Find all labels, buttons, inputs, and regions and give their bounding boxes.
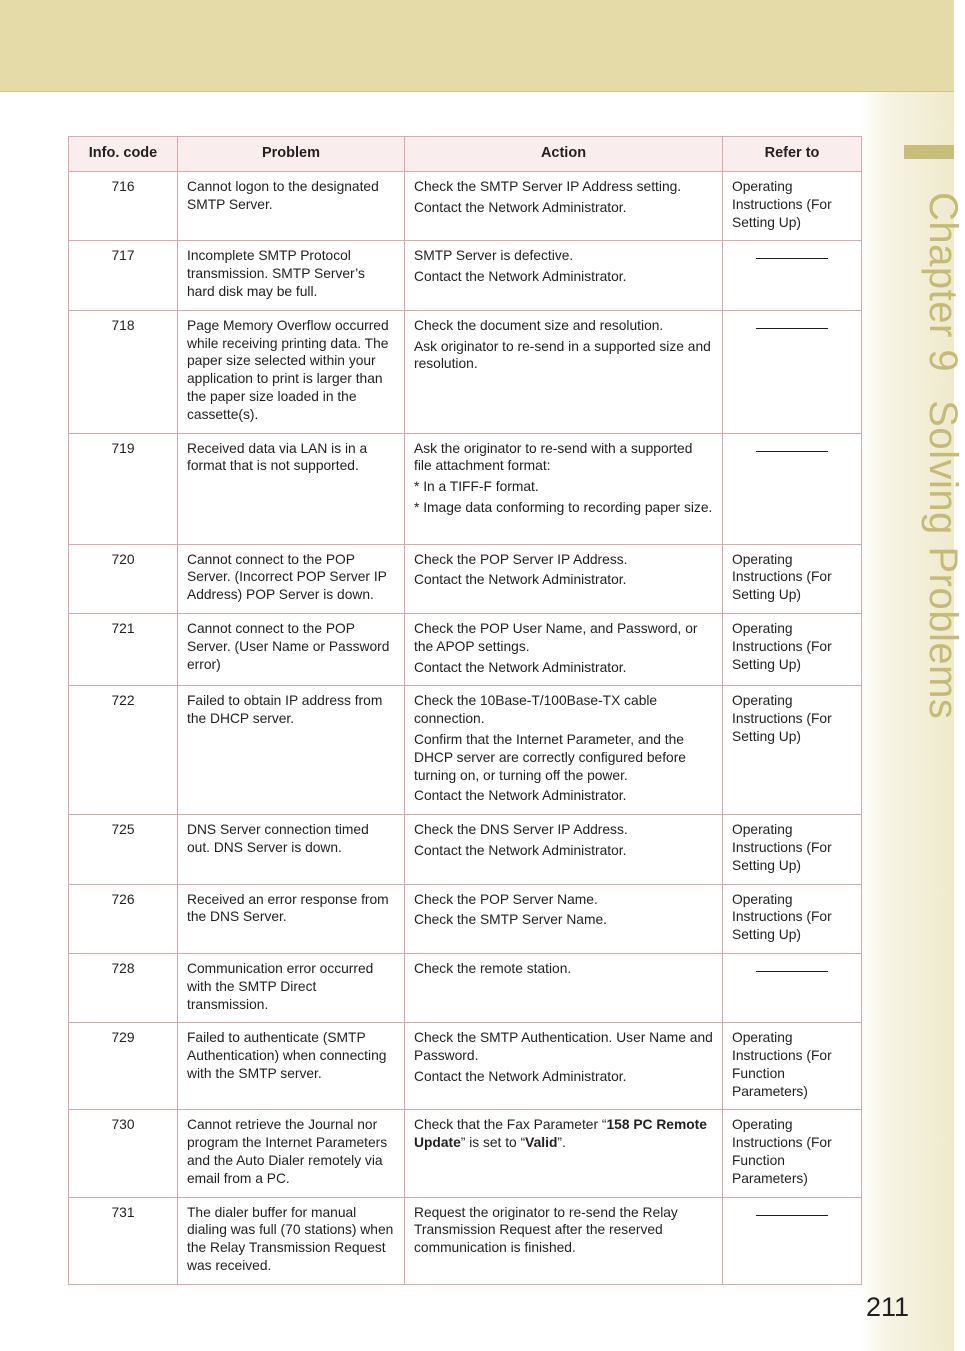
action-cell	[405, 884, 723, 953]
action-line: Contact the Network Administrator.	[414, 842, 627, 858]
refer-to-cell: Operating Instructions (For Setting Up)	[723, 686, 862, 815]
table-row	[69, 241, 862, 310]
chapter-marker-bar	[904, 145, 954, 159]
info-code-cell: 728	[69, 953, 178, 1022]
action-line: Check the 10Base-T/100Base-TX cable connection.	[414, 693, 658, 727]
info-code-cell: 718	[69, 310, 178, 433]
problem-cell: Cannot connect to the POP Server. (User Name or Password error)	[178, 613, 405, 685]
action-line: * Image data conforming to recording paper size.	[414, 499, 713, 515]
info-code-cell: 719	[69, 433, 178, 544]
table-row	[69, 1023, 862, 1110]
action-line: Contact the Network Administrator.	[414, 1068, 627, 1084]
action-line: * In a TIFF-F format.	[414, 479, 539, 495]
problem-cell: Cannot retrieve the Journal nor program the Internet Parameters and the Auto Dialer remotely via email from a PC.	[178, 1110, 405, 1197]
action-cell	[405, 613, 723, 685]
action-cell	[405, 241, 723, 310]
no-reference-line	[756, 258, 828, 259]
no-reference-line	[756, 1215, 828, 1216]
info-code-cell: 729	[69, 1023, 178, 1110]
action-line: Ask the originator to re-send with a supported file attachment format:	[414, 440, 693, 474]
action-emphasis: 158 PC Remote Update	[414, 1117, 707, 1151]
action-line: Ask originator to re-send in a supported size and resolution.	[414, 338, 711, 372]
action-line: Check the POP Server IP Address.	[414, 551, 628, 567]
header-problem: Problem	[178, 137, 405, 172]
header-action: Action	[405, 137, 723, 172]
table-row	[69, 686, 862, 815]
action-line: Check the POP Server Name.	[414, 891, 598, 907]
problem-cell: Page Memory Overflow occurred while receiving printing data. The paper size selected within your application to print is larger than the paper size loaded in the cassette(s).	[178, 310, 405, 433]
table-row	[69, 433, 862, 544]
refer-to-cell: Operating Instructions (For Setting Up)	[723, 544, 862, 613]
action-cell	[405, 1023, 723, 1110]
action-line: Confirm that the Internet Parameter, and the DHCP server are correctly configured before turning on, or turning off the power.	[414, 731, 686, 783]
action-cell	[405, 433, 723, 544]
action-cell	[405, 172, 723, 241]
refer-to-cell	[723, 953, 862, 1022]
action-line: Check the POP User Name, and Password, or the APOP settings.	[414, 620, 698, 654]
no-reference-line	[756, 451, 828, 452]
action-cell	[405, 310, 723, 433]
refer-to-cell: Operating Instructions (For Function Parameters)	[723, 1023, 862, 1110]
table-row	[69, 884, 862, 953]
refer-to-cell: Operating Instructions (For Setting Up)	[723, 613, 862, 685]
header-band	[0, 0, 954, 92]
action-line	[414, 1116, 713, 1152]
info-code-cell: 716	[69, 172, 178, 241]
info-code-cell: 720	[69, 544, 178, 613]
refer-to-cell: Operating Instructions (For Function Parameters)	[723, 1110, 862, 1197]
action-emphasis: Valid	[525, 1135, 558, 1151]
action-text: Check that the Fax Parameter “	[414, 1117, 607, 1133]
chapter-heading	[920, 192, 965, 719]
no-reference-line	[756, 328, 828, 329]
action-line: Request the originator to re-send the Relay Transmission Request after the reserved communication is finished.	[414, 1204, 678, 1256]
action-text: ”.	[557, 1135, 566, 1151]
info-code-cell: 726	[69, 884, 178, 953]
header-refer-to: Refer to	[723, 137, 862, 172]
info-code-cell: 730	[69, 1110, 178, 1197]
refer-to-cell	[723, 1197, 862, 1284]
action-line: Check the remote station.	[414, 960, 572, 976]
action-cell	[405, 544, 723, 613]
action-line: Contact the Network Administrator.	[414, 788, 627, 804]
action-line: Contact the Network Administrator.	[414, 572, 627, 588]
table-row	[69, 1110, 862, 1197]
action-line: Contact the Network Administrator.	[414, 199, 627, 215]
table-row	[69, 613, 862, 685]
problem-cell: The dialer buffer for manual dialing was full (70 stations) when the Relay Transmission Request was received.	[178, 1197, 405, 1284]
problem-cell: Communication error occurred with the SMTP Direct transmission.	[178, 953, 405, 1022]
info-code-cell: 731	[69, 1197, 178, 1284]
action-cell	[405, 1197, 723, 1284]
table-header-row	[69, 137, 862, 172]
table-row	[69, 544, 862, 613]
action-cell	[405, 953, 723, 1022]
refer-to-cell	[723, 433, 862, 544]
info-code-cell: 725	[69, 815, 178, 884]
problem-cell: Received an error response from the DNS Server.	[178, 884, 405, 953]
action-line: Check the DNS Server IP Address.	[414, 822, 628, 838]
problem-cell: Incomplete SMTP Protocol transmission. SMTP Server’s hard disk may be full.	[178, 241, 405, 310]
chapter-title-text: Solving Problems	[921, 400, 965, 720]
page-number: 211	[866, 1292, 910, 1322]
action-line: Check the SMTP Authentication. User Name and Password.	[414, 1030, 713, 1064]
action-line: Check the SMTP Server Name.	[414, 912, 607, 928]
refer-to-cell: Operating Instructions (For Setting Up)	[723, 815, 862, 884]
chapter-label: Chapter 9	[921, 192, 965, 373]
action-line: Check the document size and resolution.	[414, 317, 664, 333]
table-row	[69, 1197, 862, 1284]
action-line: Contact the Network Administrator.	[414, 659, 627, 675]
action-cell	[405, 1110, 723, 1197]
table-row	[69, 172, 862, 241]
problem-cell: Cannot connect to the POP Server. (Incorrect POP Server IP Address) POP Server is down.	[178, 544, 405, 613]
refer-to-cell: Operating Instructions (For Setting Up)	[723, 884, 862, 953]
action-line: SMTP Server is defective.	[414, 248, 574, 264]
table-row	[69, 953, 862, 1022]
action-line: Check the SMTP Server IP Address setting.	[414, 179, 682, 194]
error-code-table	[68, 136, 862, 1285]
action-line: Contact the Network Administrator.	[414, 269, 627, 285]
no-reference-line	[756, 971, 828, 972]
info-code-cell: 722	[69, 686, 178, 815]
problem-cell: Received data via LAN is in a format that is not supported.	[178, 433, 405, 544]
refer-to-cell: Operating Instructions (For Setting Up)	[723, 172, 862, 241]
refer-to-cell	[723, 241, 862, 310]
action-cell	[405, 686, 723, 815]
problem-cell: Failed to obtain IP address from the DHCP server.	[178, 686, 405, 815]
table-row	[69, 310, 862, 433]
info-code-cell: 721	[69, 613, 178, 685]
refer-to-cell	[723, 310, 862, 433]
problem-cell: Cannot logon to the designated SMTP Server.	[178, 172, 405, 241]
problem-cell: DNS Server connection timed out. DNS Server is down.	[178, 815, 405, 884]
header-info-code: Info. code	[69, 137, 178, 172]
action-text: ” is set to “	[460, 1135, 526, 1151]
info-code-cell: 717	[69, 241, 178, 310]
table-row	[69, 815, 862, 884]
action-cell	[405, 815, 723, 884]
problem-cell: Failed to authenticate (SMTP Authentication) when connecting with the SMTP server.	[178, 1023, 405, 1110]
